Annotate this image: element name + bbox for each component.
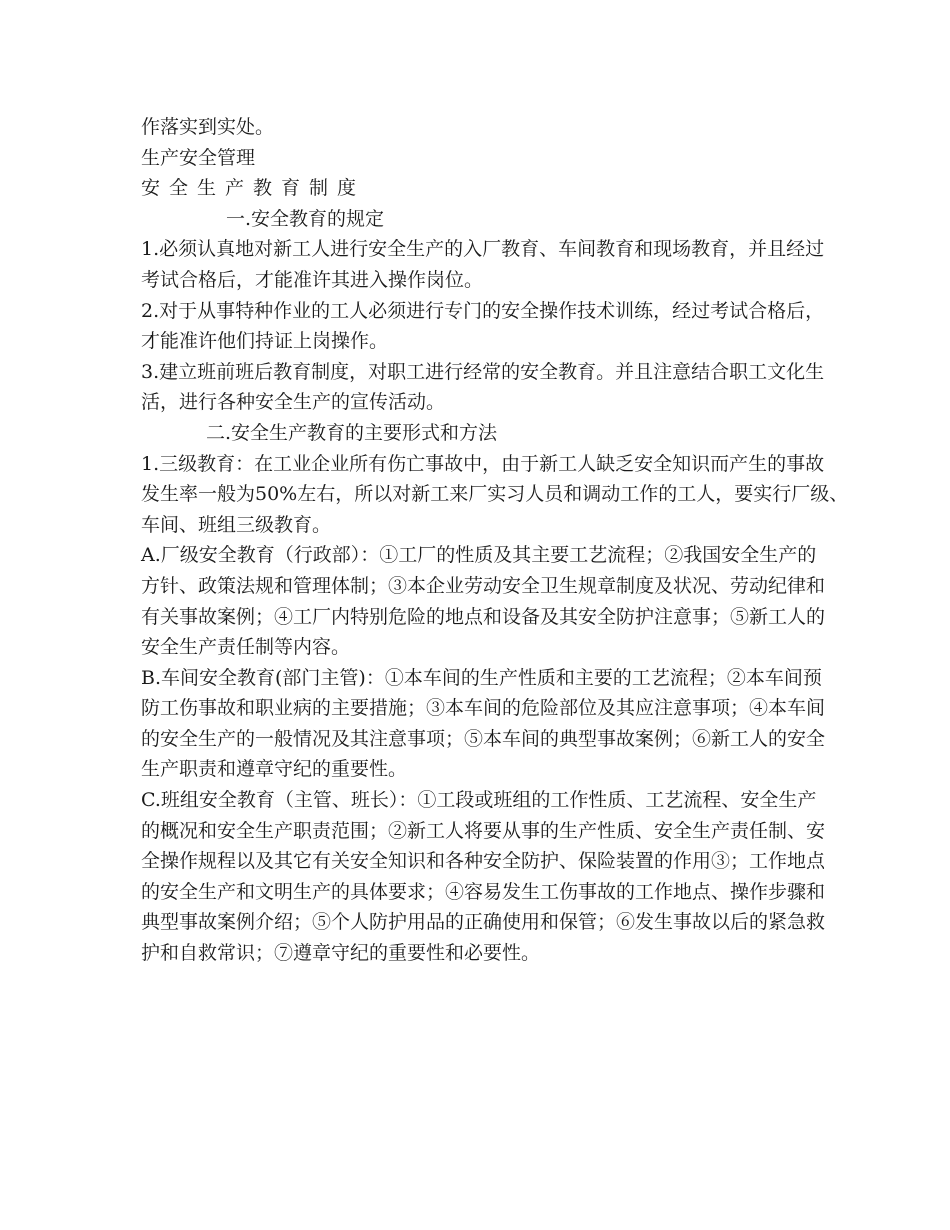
paragraph-line: 方针、政策法规和管理体制；③本企业劳动安全卫生规章制度及状况、劳动纪律和 xyxy=(141,574,826,597)
part1-item-1 xyxy=(141,234,825,295)
paragraph-line: B.车间安全教育(部门主管)：①本车间的生产性质和主要的工艺流程；②本车间预 xyxy=(141,666,822,689)
paragraph-line: 的安全生产和文明生产的具体要求；④容易发生工伤事故的工作地点、操作步骤和 xyxy=(141,880,826,903)
paragraph-line: 活，进行各种安全生产的宣传活动。 xyxy=(141,391,446,414)
paragraph-line: 典型事故案例介绍；⑤个人防护用品的正确使用和保管；⑥发生事故以后的紧急救 xyxy=(141,911,826,934)
paragraph-line: 有关事故案例；④工厂内特别危险的地点和设备及其安全防护注意事；⑤新工人的 xyxy=(141,605,826,628)
paragraph-line: 的概况和安全生产职责范围；②新工人将要从事的生产性质、安全生产责任制、安 xyxy=(141,819,826,842)
paragraph-line: 3.建立班前班后教育制度，对职工进行经常的安全教育。并且注意结合职工文化生 xyxy=(141,360,825,383)
part2-item-b xyxy=(141,663,826,785)
paragraph-line: 2.对于从事特种作业的工人必须进行专门的安全操作技术训练，经过考试合格后， xyxy=(141,299,825,322)
paragraph-line: 车间、班组三级教育。 xyxy=(141,513,332,536)
part2-heading: 二.安全生产教育的主要形式和方法 xyxy=(206,421,498,444)
paragraph-line: 安全生产责任制等内容。 xyxy=(141,636,351,659)
part1-item-2 xyxy=(141,296,825,357)
paragraph-line: 考试合格后，才能准许其进入操作岗位。 xyxy=(141,268,484,291)
paragraph-line: 护和自救常识；⑦遵章守纪的重要性和必要性。 xyxy=(141,942,541,965)
part2-item-a xyxy=(141,540,826,662)
section-title: 生产安全管理 xyxy=(141,146,256,169)
paragraph-line: 的安全生产的一般情况及其注意事项；⑤本车间的典型事故案例；⑥新工人的安全 xyxy=(141,727,826,750)
paragraph-line: 1.三级教育：在工业企业所有伤亡事故中，由于新工人缺乏安全知识而产生的事故 xyxy=(141,452,825,475)
paragraph-line: 全操作规程以及其它有关安全知识和各种安全防护、保险装置的作用③；工作地点 xyxy=(141,850,826,873)
part1-heading: 一.安全教育的规定 xyxy=(226,207,385,230)
document-subtitle: 安全生产教育制度 xyxy=(141,177,366,200)
part2-item-1 xyxy=(141,449,849,541)
intro-tail-text: 作落实到实处。 xyxy=(141,116,275,138)
paragraph-line: 1.必须认真地对新工人进行安全生产的入厂教育、车间教育和现场教育，并且经过 xyxy=(141,238,825,261)
paragraph-line: 防工伤事故和职业病的主要措施；③本车间的危险部位及其应注意事项；④本车间 xyxy=(141,697,826,720)
paragraph-line: A.厂级安全教育（行政部）：①工厂的性质及其主要工艺流程；②我国安全生产的 xyxy=(141,544,817,567)
paragraph-line: C.班组安全教育（主管、班长）：①工段或班组的工作性质、工艺流程、安全生产 xyxy=(141,789,817,812)
paragraph-line: 生产职责和遵章守纪的重要性。 xyxy=(141,758,408,781)
part1-item-3 xyxy=(141,357,825,418)
paragraph-line: 才能准许他们持证上岗操作。 xyxy=(141,330,389,353)
document-page xyxy=(141,112,849,969)
paragraph-line: 发生率一般为50%左右，所以对新工来厂实习人员和调动工作的工人，要实行厂级、 xyxy=(141,483,849,506)
part2-item-c xyxy=(141,785,826,969)
